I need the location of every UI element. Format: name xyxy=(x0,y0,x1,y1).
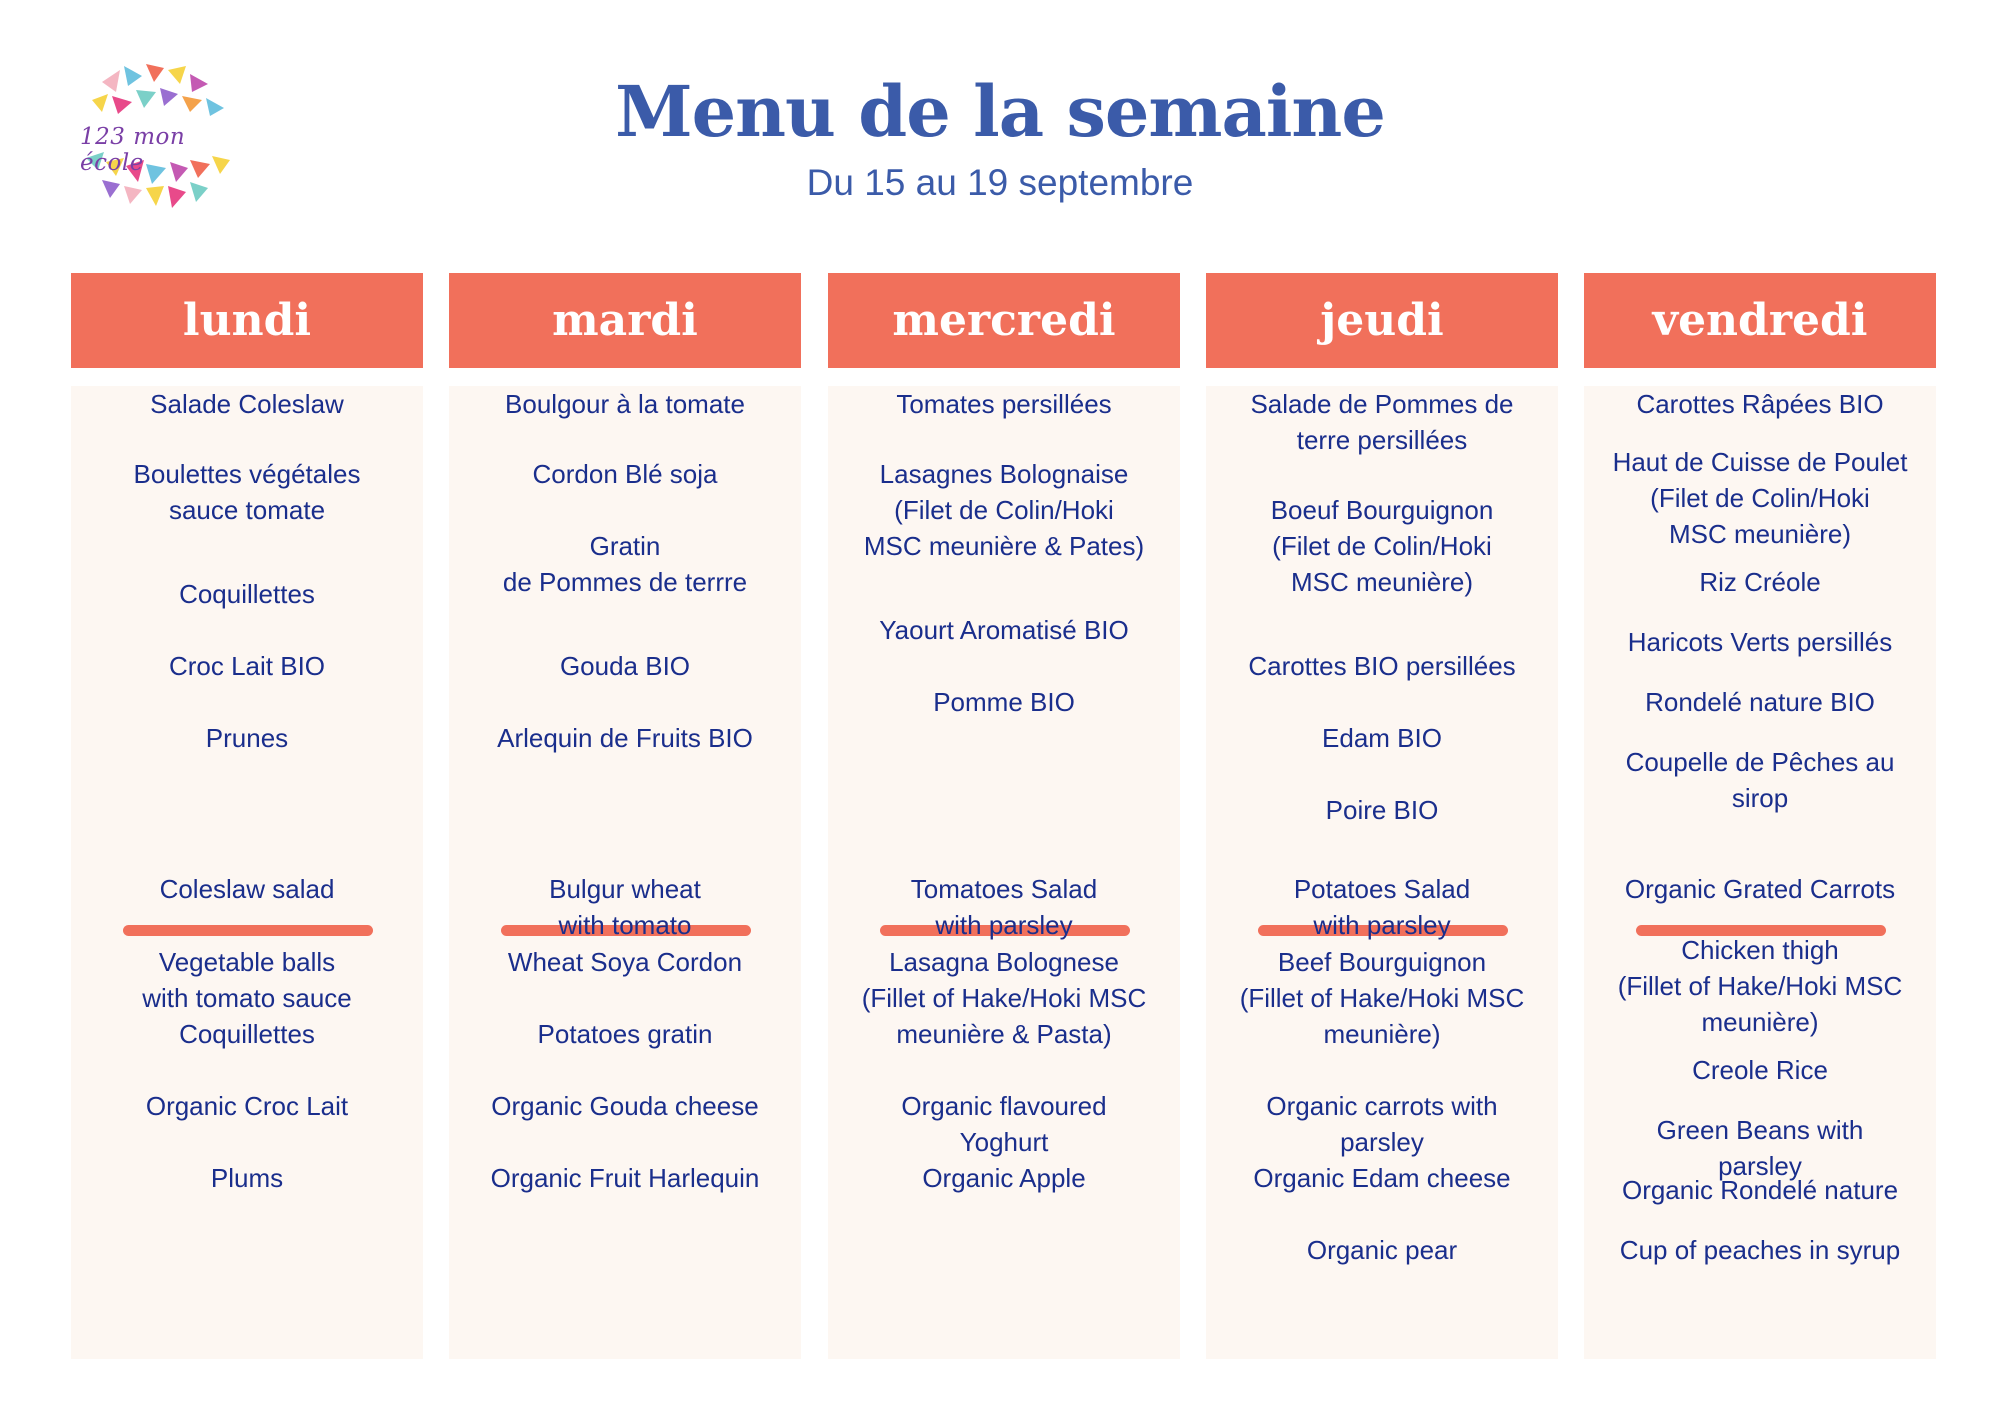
menu-item-en: Organic Rondelé nature xyxy=(1621,1175,1899,1205)
menu-item-en: Organic Grated Carrots xyxy=(1624,874,1896,904)
menu-item-fr: Rondelé nature BIO xyxy=(1645,687,1875,717)
day-header: vendredi xyxy=(1584,273,1936,368)
menu-item-en: Potatoes gratin xyxy=(537,1019,713,1049)
day-column-mardi xyxy=(449,273,801,1359)
menu-item-en: Organic carrots with parsley xyxy=(1266,1091,1498,1157)
menu-item-en: Organic Fruit Harlequin xyxy=(490,1163,760,1193)
menu-item-fr: Boeuf Bourguignon (Filet de Colin/Hoki MSC meunière) xyxy=(1270,495,1494,597)
menu-item-en: Organic pear xyxy=(1306,1235,1458,1265)
menu-item-fr: Cordon Blé soja xyxy=(532,459,718,489)
menu-item-fr: Carottes Râpées BIO xyxy=(1636,389,1884,419)
menu-item-en: Plums xyxy=(210,1163,284,1193)
menu-item-fr: Lasagnes Bolognaise (Filet de Colin/Hoki MSC meunière & Pates) xyxy=(863,459,1145,561)
logo-text: 123 mon école xyxy=(80,124,186,176)
day-menu-panel xyxy=(828,386,1180,1359)
menu-item-fr: Prunes xyxy=(205,723,289,753)
menu-item-en: Potatoes Salad with parsley xyxy=(1293,874,1471,940)
menu-item-en: Chicken thigh (Fillet of Hake/Hoki MSC meunière) xyxy=(1617,935,1903,1037)
menu-item-en: Lasagna Bolognese (Fillet of Hake/Hoki MSC meunière & Pasta) xyxy=(861,947,1147,1049)
menu-item-fr: Edam BIO xyxy=(1322,723,1442,753)
menu-item-fr: Gouda BIO xyxy=(559,651,691,681)
menu-item-en: Organic Croc Lait xyxy=(145,1091,349,1121)
day-column-jeudi xyxy=(1206,273,1558,1359)
menu-item-en: Creole Rice xyxy=(1692,1055,1828,1085)
day-menu-panel xyxy=(71,386,423,1359)
menu-item-fr: Salade Coleslaw xyxy=(150,389,344,419)
section-divider xyxy=(123,925,373,936)
day-header: mardi xyxy=(449,273,801,368)
menu-item-fr: Pomme BIO xyxy=(933,687,1075,717)
date-range: Du 15 au 19 septembre xyxy=(806,162,1194,203)
day-menu-panel xyxy=(449,386,801,1359)
menu-item-fr: Arlequin de Fruits BIO xyxy=(497,723,753,753)
day-menu-panel xyxy=(1206,386,1558,1359)
menu-item-en: Organic Gouda cheese xyxy=(491,1091,759,1121)
menu-item-en: Organic Apple xyxy=(922,1163,1086,1193)
menu-item-fr: Tomates persillées xyxy=(896,389,1112,419)
menu-item-fr: Poire BIO xyxy=(1325,795,1439,825)
day-column-lundi xyxy=(71,273,423,1359)
menu-item-en: Coquillettes xyxy=(179,1019,315,1049)
menu-item-en: Cup of peaches in syrup xyxy=(1619,1235,1901,1265)
menu-item-fr: Carottes BIO persillées xyxy=(1248,651,1516,681)
menu-item-fr: Haricots Verts persillés xyxy=(1627,627,1893,657)
menu-item-fr: Croc Lait BIO xyxy=(168,651,326,681)
menu-item-en: Bulgur wheat with tomato xyxy=(549,874,701,940)
menu-item-fr: Salade de Pommes de terre persillées xyxy=(1250,389,1514,455)
menu-item-fr: Riz Créole xyxy=(1699,567,1821,597)
menu-item-fr: Boulgour à la tomate xyxy=(505,389,745,419)
menu-item-en: Wheat Soya Cordon xyxy=(507,947,743,977)
menu-item-fr: Yaourt Aromatisé BIO xyxy=(879,615,1129,645)
day-menu-panel xyxy=(1584,386,1936,1359)
day-header: lundi xyxy=(71,273,423,368)
page-title: Menu de la semaine xyxy=(615,70,1385,153)
menu-item-fr: Gratin de Pommes de terrre xyxy=(502,531,748,597)
menu-item-en: Organic Edam cheese xyxy=(1253,1163,1511,1193)
menu-item-en: Tomatoes Salad with parsley xyxy=(910,874,1098,940)
day-column-vendredi xyxy=(1584,273,1936,1359)
menu-item-en: Beef Bourguignon (Fillet of Hake/Hoki MSC meunière) xyxy=(1239,947,1525,1049)
menu-item-fr: Coupelle de Pêches au sirop xyxy=(1625,747,1895,813)
menu-item-fr: Boulettes végétales sauce tomate xyxy=(133,459,361,525)
day-header: jeudi xyxy=(1206,273,1558,368)
menu-item-en: Vegetable balls with tomato sauce xyxy=(142,947,352,1013)
day-header: mercredi xyxy=(828,273,1180,368)
menu-item-en: Coleslaw salad xyxy=(159,874,335,904)
menu-item-en: Green Beans with parsley xyxy=(1656,1115,1864,1181)
menu-item-fr: Coquillettes xyxy=(179,579,315,609)
day-column-mercredi xyxy=(828,273,1180,1359)
menu-item-fr: Haut de Cuisse de Poulet (Filet de Colin/Hoki MSC meunière) xyxy=(1612,447,1908,549)
menu-item-en: Organic flavoured Yoghurt xyxy=(901,1091,1107,1157)
